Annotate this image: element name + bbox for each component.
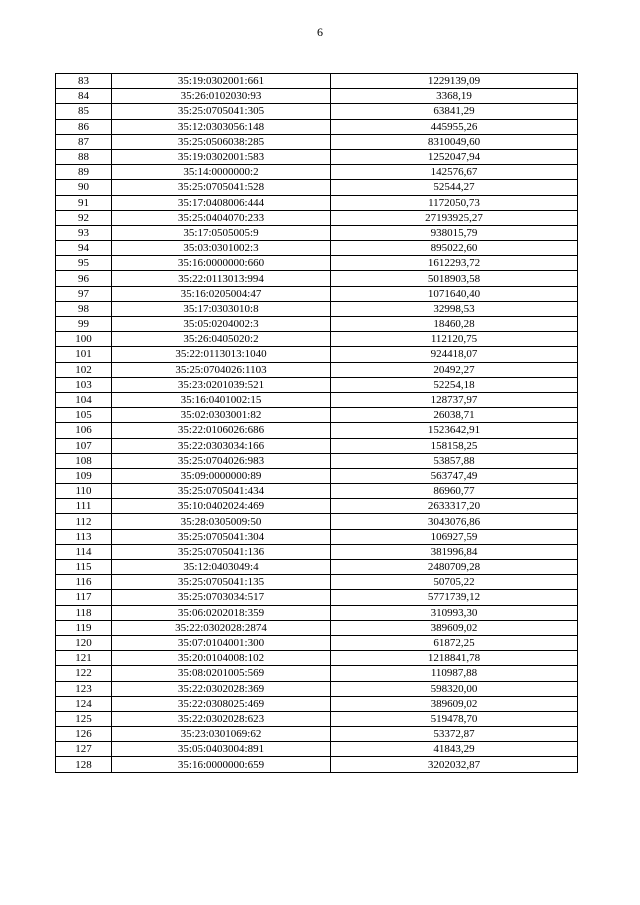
row-number-cell: 122 — [56, 666, 112, 681]
cadastral-value-cell: 1071640,40 — [331, 286, 578, 301]
cadastral-value-cell: 8310049,60 — [331, 134, 578, 149]
row-number-cell: 118 — [56, 605, 112, 620]
table-row — [56, 89, 578, 104]
cadastral-number-cell: 35:22:0302028:369 — [112, 681, 331, 696]
row-number-cell: 105 — [56, 408, 112, 423]
table-row — [56, 742, 578, 757]
cadastral-number-cell: 35:25:0404070:233 — [112, 210, 331, 225]
cadastral-value-cell: 598320,00 — [331, 681, 578, 696]
row-number-cell: 89 — [56, 165, 112, 180]
row-number-cell: 121 — [56, 651, 112, 666]
table-row — [56, 392, 578, 407]
table-row — [56, 332, 578, 347]
cadastral-value-cell: 53372,87 — [331, 727, 578, 742]
cadastral-value-table — [55, 73, 578, 773]
row-number-cell: 128 — [56, 757, 112, 772]
cadastral-number-cell: 35:28:0305009:50 — [112, 514, 331, 529]
row-number-cell: 101 — [56, 347, 112, 362]
cadastral-number-cell: 35:10:0402024:469 — [112, 499, 331, 514]
table-body — [56, 74, 578, 773]
row-number-cell: 85 — [56, 104, 112, 119]
cadastral-number-cell: 35:20:0104008:102 — [112, 651, 331, 666]
table-row — [56, 74, 578, 89]
row-number-cell: 95 — [56, 256, 112, 271]
cadastral-number-cell: 35:25:0705041:135 — [112, 575, 331, 590]
cadastral-number-cell: 35:22:0113013:994 — [112, 271, 331, 286]
table-row — [56, 256, 578, 271]
table-row — [56, 408, 578, 423]
cadastral-number-cell: 35:19:0302001:583 — [112, 149, 331, 164]
cadastral-value-cell: 86960,77 — [331, 484, 578, 499]
cadastral-value-cell: 924418,07 — [331, 347, 578, 362]
cadastral-number-cell: 35:16:0205004:47 — [112, 286, 331, 301]
cadastral-number-cell: 35:17:0303010:8 — [112, 301, 331, 316]
table-row — [56, 499, 578, 514]
row-number-cell: 113 — [56, 529, 112, 544]
cadastral-number-cell: 35:25:0705041:434 — [112, 484, 331, 499]
row-number-cell: 106 — [56, 423, 112, 438]
row-number-cell: 94 — [56, 241, 112, 256]
table-row — [56, 484, 578, 499]
row-number-cell: 100 — [56, 332, 112, 347]
row-number-cell: 123 — [56, 681, 112, 696]
table-row — [56, 575, 578, 590]
cadastral-value-cell: 158158,25 — [331, 438, 578, 453]
table-row — [56, 757, 578, 772]
table-row — [56, 210, 578, 225]
row-number-cell: 108 — [56, 453, 112, 468]
row-number-cell: 83 — [56, 74, 112, 89]
cadastral-value-cell: 895022,60 — [331, 241, 578, 256]
row-number-cell: 111 — [56, 499, 112, 514]
row-number-cell: 87 — [56, 134, 112, 149]
row-number-cell: 97 — [56, 286, 112, 301]
cadastral-number-cell: 35:07:0104001:300 — [112, 635, 331, 650]
cadastral-value-cell: 32998,53 — [331, 301, 578, 316]
row-number-cell: 109 — [56, 468, 112, 483]
cadastral-value-cell: 1612293,72 — [331, 256, 578, 271]
cadastral-number-cell: 35:25:0703034:517 — [112, 590, 331, 605]
cadastral-number-cell: 35:12:0403049:4 — [112, 560, 331, 575]
table-row — [56, 635, 578, 650]
table-row — [56, 377, 578, 392]
cadastral-value-cell: 61872,25 — [331, 635, 578, 650]
cadastral-number-cell: 35:22:0113013:1040 — [112, 347, 331, 362]
table-row — [56, 681, 578, 696]
cadastral-number-cell: 35:22:0303034:166 — [112, 438, 331, 453]
cadastral-number-cell: 35:22:0106026:686 — [112, 423, 331, 438]
row-number-cell: 126 — [56, 727, 112, 742]
table-row — [56, 149, 578, 164]
cadastral-number-cell: 35:26:0102030:93 — [112, 89, 331, 104]
table-row — [56, 286, 578, 301]
cadastral-number-cell: 35:16:0401002:15 — [112, 392, 331, 407]
cadastral-number-cell: 35:09:0000000:89 — [112, 468, 331, 483]
row-number-cell: 114 — [56, 544, 112, 559]
cadastral-value-cell: 52544,27 — [331, 180, 578, 195]
table-row — [56, 423, 578, 438]
row-number-cell: 90 — [56, 180, 112, 195]
cadastral-number-cell: 35:17:0505005:9 — [112, 225, 331, 240]
cadastral-number-cell: 35:25:0705041:136 — [112, 544, 331, 559]
cadastral-value-cell: 2480709,28 — [331, 560, 578, 575]
cadastral-value-cell: 519478,70 — [331, 711, 578, 726]
cadastral-value-cell: 310993,30 — [331, 605, 578, 620]
cadastral-value-cell: 20492,27 — [331, 362, 578, 377]
row-number-cell: 99 — [56, 317, 112, 332]
table-row — [56, 438, 578, 453]
row-number-cell: 84 — [56, 89, 112, 104]
cadastral-number-cell: 35:05:0204002:3 — [112, 317, 331, 332]
cadastral-number-cell: 35:02:0303001:82 — [112, 408, 331, 423]
row-number-cell: 127 — [56, 742, 112, 757]
cadastral-value-cell: 1172050,73 — [331, 195, 578, 210]
table-row — [56, 119, 578, 134]
cadastral-value-cell: 52254,18 — [331, 377, 578, 392]
cadastral-value-cell: 389609,02 — [331, 620, 578, 635]
table-row — [56, 347, 578, 362]
table-row — [56, 544, 578, 559]
cadastral-value-cell: 3202032,87 — [331, 757, 578, 772]
table-row — [56, 651, 578, 666]
cadastral-number-cell: 35:25:0705041:528 — [112, 180, 331, 195]
row-number-cell: 120 — [56, 635, 112, 650]
cadastral-value-cell: 41843,29 — [331, 742, 578, 757]
table-row — [56, 620, 578, 635]
cadastral-value-cell: 50705,22 — [331, 575, 578, 590]
cadastral-value-cell: 18460,28 — [331, 317, 578, 332]
row-number-cell: 115 — [56, 560, 112, 575]
table-row — [56, 225, 578, 240]
table-row — [56, 605, 578, 620]
table-row — [56, 514, 578, 529]
table-row — [56, 241, 578, 256]
cadastral-number-cell: 35:23:0201039:521 — [112, 377, 331, 392]
table-row — [56, 362, 578, 377]
cadastral-value-cell: 5018903,58 — [331, 271, 578, 286]
cadastral-value-cell: 27193925,27 — [331, 210, 578, 225]
cadastral-number-cell: 35:22:0302028:2874 — [112, 620, 331, 635]
table-row — [56, 666, 578, 681]
table-row — [56, 180, 578, 195]
cadastral-value-cell: 112120,75 — [331, 332, 578, 347]
table-row — [56, 195, 578, 210]
table-row — [56, 468, 578, 483]
cadastral-value-cell: 381996,84 — [331, 544, 578, 559]
cadastral-number-cell: 35:16:0000000:659 — [112, 757, 331, 772]
row-number-cell: 119 — [56, 620, 112, 635]
cadastral-number-cell: 35:03:0301002:3 — [112, 241, 331, 256]
row-number-cell: 104 — [56, 392, 112, 407]
table-row — [56, 271, 578, 286]
row-number-cell: 103 — [56, 377, 112, 392]
row-number-cell: 107 — [56, 438, 112, 453]
cadastral-value-cell: 26038,71 — [331, 408, 578, 423]
row-number-cell: 91 — [56, 195, 112, 210]
table-row — [56, 590, 578, 605]
cadastral-number-cell: 35:12:0303056:148 — [112, 119, 331, 134]
row-number-cell: 98 — [56, 301, 112, 316]
cadastral-number-cell: 35:16:0000000:660 — [112, 256, 331, 271]
cadastral-number-cell: 35:25:0506038:285 — [112, 134, 331, 149]
cadastral-number-cell: 35:22:0302028:623 — [112, 711, 331, 726]
cadastral-value-cell: 110987,88 — [331, 666, 578, 681]
row-number-cell: 93 — [56, 225, 112, 240]
cadastral-value-cell: 53857,88 — [331, 453, 578, 468]
cadastral-value-cell: 5771739,12 — [331, 590, 578, 605]
cadastral-number-cell: 35:25:0704026:1103 — [112, 362, 331, 377]
cadastral-value-cell: 1229139,09 — [331, 74, 578, 89]
table-row — [56, 453, 578, 468]
row-number-cell: 117 — [56, 590, 112, 605]
table-row — [56, 696, 578, 711]
cadastral-value-cell: 63841,29 — [331, 104, 578, 119]
cadastral-value-cell: 563747,49 — [331, 468, 578, 483]
row-number-cell: 125 — [56, 711, 112, 726]
cadastral-value-cell: 445955,26 — [331, 119, 578, 134]
cadastral-number-cell: 35:26:0405020:2 — [112, 332, 331, 347]
table-row — [56, 711, 578, 726]
cadastral-number-cell: 35:14:0000000:2 — [112, 165, 331, 180]
row-number-cell: 86 — [56, 119, 112, 134]
row-number-cell: 96 — [56, 271, 112, 286]
cadastral-number-cell: 35:25:0704026:983 — [112, 453, 331, 468]
table-row — [56, 165, 578, 180]
table-row — [56, 529, 578, 544]
cadastral-number-cell: 35:25:0705041:305 — [112, 104, 331, 119]
cadastral-value-cell: 2633317,20 — [331, 499, 578, 514]
cadastral-value-cell: 142576,67 — [331, 165, 578, 180]
cadastral-number-cell: 35:19:0302001:661 — [112, 74, 331, 89]
row-number-cell: 110 — [56, 484, 112, 499]
table-row — [56, 317, 578, 332]
table-row — [56, 560, 578, 575]
row-number-cell: 88 — [56, 149, 112, 164]
row-number-cell: 102 — [56, 362, 112, 377]
cadastral-value-cell: 1523642,91 — [331, 423, 578, 438]
cadastral-number-cell: 35:05:0403004:891 — [112, 742, 331, 757]
cadastral-value-cell: 3368,19 — [331, 89, 578, 104]
table-row — [56, 134, 578, 149]
cadastral-number-cell: 35:25:0705041:304 — [112, 529, 331, 544]
page-number: 6 — [317, 25, 323, 39]
cadastral-value-cell: 128737,97 — [331, 392, 578, 407]
row-number-cell: 92 — [56, 210, 112, 225]
row-number-cell: 112 — [56, 514, 112, 529]
table-row — [56, 301, 578, 316]
cadastral-value-cell: 1218841,78 — [331, 651, 578, 666]
cadastral-value-cell: 1252047,94 — [331, 149, 578, 164]
cadastral-number-cell: 35:22:0308025:469 — [112, 696, 331, 711]
cadastral-number-cell: 35:08:0201005:569 — [112, 666, 331, 681]
row-number-cell: 116 — [56, 575, 112, 590]
cadastral-value-cell: 938015,79 — [331, 225, 578, 240]
cadastral-value-cell: 3043076,86 — [331, 514, 578, 529]
table-row — [56, 104, 578, 119]
cadastral-number-cell: 35:06:0202018:359 — [112, 605, 331, 620]
cadastral-number-cell: 35:17:0408006:444 — [112, 195, 331, 210]
table-row — [56, 727, 578, 742]
cadastral-value-cell: 389609,02 — [331, 696, 578, 711]
cadastral-value-cell: 106927,59 — [331, 529, 578, 544]
row-number-cell: 124 — [56, 696, 112, 711]
cadastral-number-cell: 35:23:0301069:62 — [112, 727, 331, 742]
